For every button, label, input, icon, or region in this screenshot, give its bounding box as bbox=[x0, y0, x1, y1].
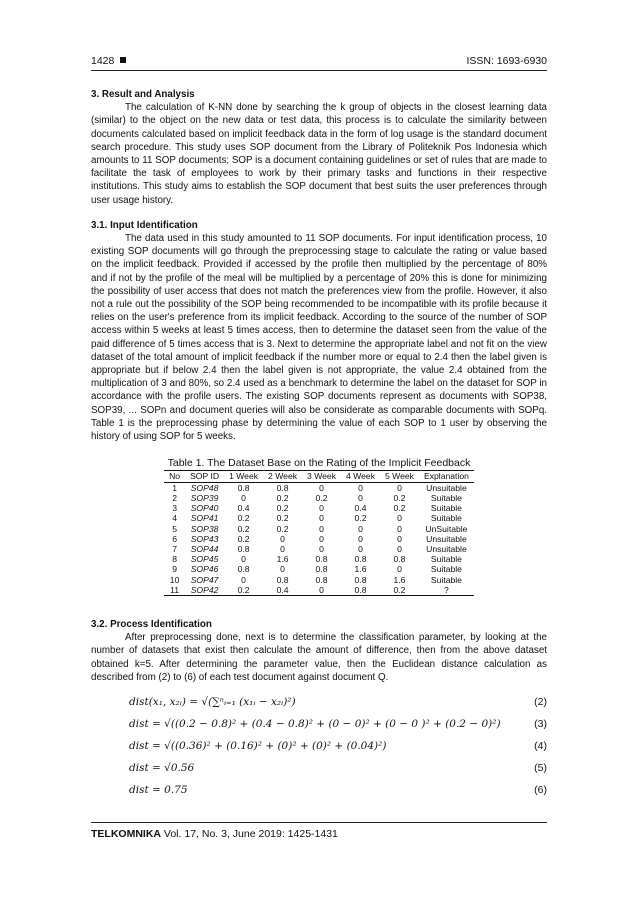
equation-row bbox=[91, 736, 547, 758]
table-cell: 0 bbox=[397, 533, 402, 544]
table-cell: Suitable bbox=[430, 492, 462, 503]
table-cell: 9 bbox=[172, 564, 177, 575]
table-cell: 0.2 bbox=[393, 492, 406, 503]
table-cell: 0 bbox=[319, 543, 324, 554]
table-row bbox=[164, 564, 474, 574]
table-cell: SOP42 bbox=[185, 585, 224, 596]
table-cell: 6 bbox=[172, 533, 177, 544]
equation: dist(x₁, x₂ᵢ) = √(∑ⁿᵢ₌₁ (x₁ᵢ − x₂ᵢ)²) bbox=[129, 695, 296, 708]
table-cell: 5 bbox=[172, 523, 177, 534]
table-cell: 0 bbox=[280, 543, 285, 554]
table-row bbox=[164, 524, 474, 534]
table-cell: 0.8 bbox=[393, 554, 406, 565]
table-cell: Unsuitable bbox=[426, 482, 467, 493]
table-cell: 0 bbox=[397, 564, 402, 575]
table-cell: 0 bbox=[280, 564, 285, 575]
section-heading: 3.2. Process Identification bbox=[91, 618, 212, 630]
table-cell: 0 bbox=[358, 523, 363, 534]
table-cell: 0.8 bbox=[315, 564, 328, 575]
table-cell: 0.2 bbox=[276, 523, 289, 534]
table-cell: 0 bbox=[358, 533, 363, 544]
table-cell: 0 bbox=[241, 554, 246, 565]
journal-name: TELKOMNIKA bbox=[91, 828, 161, 840]
column-header: 5 Week bbox=[380, 471, 419, 482]
table-cell: SOP43 bbox=[190, 533, 219, 544]
table-cell: SOP46 bbox=[190, 564, 219, 575]
equation-number: (4) bbox=[534, 739, 547, 752]
column-header: SOP ID bbox=[185, 471, 224, 482]
table-cell: 0.8 bbox=[276, 482, 289, 493]
equation-number: (2) bbox=[534, 695, 547, 708]
paragraph: The data used in this study amounted to 11 SOP documents. For input identification process, 10 existing SOP documents will go through the preprocessing stage to calculate the rating or value based on the implicit feedback. Provided if accessed by the profile then multiplied by the percentage of 80% and if not by the profile of the meal will be multiplied by a percentage of 20% this is done for minimizing the possibility of user access that does not match the preferences view from the profile. However, it also not a rule out the possibility of the SOP being recommended to be incompatible with its profile because it relies on the user's preference from its implicit feedback. According to the source of the number of SOP access within 5 weeks at least 5 times access, then to determine the dataset seen from the value of the paid difference of 5 times access that is 3. Next to determine the appropriate label and not fit on the view dataset of the total amount of implicit feedback if the number more or equal to 2.4 then the label given is appropriate but if below 2.4 then the label given is not appropriate, the value 2.4 obtained from the multiplication of 3 and 80%, so 2.4 used as a benchmark to determine the label on the dataset for SOP in accordance with the profile users. The existing SOP documents represent as documents with SOP38, SOP39, ... SOPn and document queries will also be considerate as comparable documents with SOPq. Table 1 is the preprocessing phase by determining the value of each SOP to 1 user by observing the history of using SOP for 5 weeks. bbox=[91, 233, 547, 443]
table-cell: SOP39 bbox=[190, 492, 219, 503]
table-cell: 0 bbox=[319, 503, 324, 514]
table-cell: 0 bbox=[319, 482, 324, 493]
table-cell: 0.8 bbox=[237, 564, 250, 575]
table-cell: 0.2 bbox=[276, 503, 289, 514]
running-footer bbox=[91, 828, 547, 840]
table-row bbox=[164, 482, 474, 493]
table-cell: 0.2 bbox=[354, 513, 367, 524]
table-cell: Suitable bbox=[430, 574, 462, 585]
section-heading: 3. Result and Analysis bbox=[91, 89, 195, 100]
equations bbox=[91, 692, 547, 802]
table-row bbox=[164, 544, 474, 554]
table-cell: SOP45 bbox=[190, 554, 219, 565]
table-cell: 0.4 bbox=[354, 503, 367, 514]
table-cell: UnSuitable bbox=[425, 523, 468, 534]
table-caption: Table 1. The Dataset Base on the Rating of the Implicit Feedback bbox=[167, 457, 471, 470]
column-header: No bbox=[164, 471, 185, 482]
table-cell: 0.2 bbox=[237, 513, 250, 524]
table-cell: ? bbox=[419, 585, 474, 596]
table-cell: 0.4 bbox=[263, 585, 302, 596]
table-cell: 8 bbox=[172, 554, 177, 565]
column-header: 1 Week bbox=[224, 471, 263, 482]
table-header-row bbox=[164, 471, 474, 482]
table-cell: 4 bbox=[172, 513, 177, 524]
table-cell: 0 bbox=[319, 523, 324, 534]
table-cell: SOP48 bbox=[190, 482, 219, 493]
table-cell: 0.2 bbox=[380, 585, 419, 596]
header-rule bbox=[91, 70, 547, 71]
table-cell: 0.2 bbox=[315, 492, 328, 503]
table-row bbox=[164, 554, 474, 564]
table-cell: 0.8 bbox=[341, 585, 380, 596]
table-cell: 0 bbox=[397, 513, 402, 524]
table-cell: SOP44 bbox=[190, 543, 219, 554]
table-cell: 10 bbox=[169, 574, 180, 585]
table-cell: 0 bbox=[302, 585, 341, 596]
table-cell: Unsuitable bbox=[426, 533, 467, 544]
table-cell: 0 bbox=[280, 533, 285, 544]
table-cell: 0 bbox=[241, 492, 246, 503]
footer-rule bbox=[91, 822, 547, 823]
table-cell: 0.2 bbox=[393, 503, 406, 514]
table-cell: 0 bbox=[319, 533, 324, 544]
table-cell: 1 bbox=[172, 482, 177, 493]
equation-number: (5) bbox=[534, 761, 547, 774]
running-header bbox=[91, 55, 547, 67]
table-cell: Suitable bbox=[430, 564, 462, 575]
table-row bbox=[164, 513, 474, 523]
table-cell: 0 bbox=[358, 482, 363, 493]
table-cell: 0.8 bbox=[354, 554, 367, 565]
table-cell: Unsuitable bbox=[426, 543, 467, 554]
paragraph: After preprocessing done, next is to determine the classification parameter, by looking at the number of datasets that exist then calculate the amount of difference, then from the above dataset obtained k=5. After determining the parameter value, then the Euclidean distance calculation as described from (2) to (6) of each test document against document Q. bbox=[91, 632, 547, 683]
table-cell: 0 bbox=[358, 492, 363, 503]
section-heading: 3.1. Input Identification bbox=[91, 219, 198, 231]
table-cell: 0 bbox=[241, 574, 246, 585]
equation-row bbox=[91, 758, 547, 780]
square-bullet-icon bbox=[120, 57, 126, 63]
table-cell: 7 bbox=[172, 543, 177, 554]
table-cell: Suitable bbox=[430, 513, 462, 524]
table-cell: 0.8 bbox=[315, 554, 328, 565]
table-row bbox=[164, 534, 474, 544]
table-cell: SOP38 bbox=[190, 523, 219, 534]
main-content bbox=[91, 88, 547, 802]
table-cell: SOP40 bbox=[190, 503, 219, 514]
table-cell: 0.2 bbox=[237, 523, 250, 534]
equation-number: (3) bbox=[534, 717, 547, 730]
table-cell: 0.8 bbox=[237, 543, 250, 554]
table-cell: 0 bbox=[319, 513, 324, 524]
table-cell: 0.2 bbox=[276, 513, 289, 524]
equation: dist = √((0.36)² + (0.16)² + (0)² + (0)² + (0.04)²) bbox=[129, 739, 387, 752]
table-cell: 2 bbox=[172, 492, 177, 503]
table-row bbox=[164, 493, 474, 503]
table-cell: 0.2 bbox=[224, 585, 263, 596]
table-cell: 11 bbox=[164, 585, 185, 596]
citation: Vol. 17, No. 3, June 2019: 1425-1431 bbox=[163, 828, 338, 840]
table-cell: 0.8 bbox=[237, 482, 250, 493]
equation-row bbox=[91, 692, 547, 714]
table-row bbox=[164, 503, 474, 513]
page-number: 1428 bbox=[91, 55, 126, 67]
paragraph: The calculation of K-NN done by searching the k group of objects in the closest learning data (similar) to the object on the new data or test data, this process is to calculate the similarity between documents calculated based on implicit feedback data in the form of log usage is the standard document search procedure. This study uses SOP document from the Library of Politeknik Pos Indonesia which amounts to 11 SOP documents; SOP is a document containing guidelines or set of rules that are made to facilitate the task of employees to work by their primary tasks and functions in their respective institutions. This study aims to establish the SOP document that best suits the user preferences through user usage history. bbox=[91, 102, 547, 206]
table-cell: 0 bbox=[397, 482, 402, 493]
table-cell: Suitable bbox=[430, 503, 462, 514]
table-cell: 0 bbox=[397, 523, 402, 534]
table-cell: SOP47 bbox=[190, 574, 219, 585]
column-header: Explanation bbox=[419, 471, 474, 482]
table-cell: 0.4 bbox=[237, 503, 250, 514]
table-cell: Suitable bbox=[430, 554, 462, 565]
issn: ISSN: 1693-6930 bbox=[466, 55, 547, 67]
table-cell: 0.8 bbox=[354, 574, 367, 585]
table-cell: 0.8 bbox=[276, 574, 289, 585]
equation: dist = 0.75 bbox=[129, 783, 188, 796]
table-cell: SOP41 bbox=[190, 513, 219, 524]
column-header: 4 Week bbox=[341, 471, 380, 482]
table-cell: 1.6 bbox=[393, 574, 406, 585]
table-cell: 0 bbox=[358, 543, 363, 554]
table-cell: 0.2 bbox=[237, 533, 250, 544]
dataset-table bbox=[164, 470, 474, 595]
table-cell: 0.2 bbox=[276, 492, 289, 503]
table-cell: 0.8 bbox=[315, 574, 328, 585]
table-row bbox=[164, 575, 474, 585]
column-header: 3 Week bbox=[302, 471, 341, 482]
equation-row bbox=[91, 780, 547, 802]
equation: dist = √0.56 bbox=[129, 761, 195, 774]
equation-row bbox=[91, 714, 547, 736]
equation-number: (6) bbox=[534, 783, 547, 796]
table-row bbox=[164, 585, 474, 596]
table-cell: 0 bbox=[397, 543, 402, 554]
column-header: 2 Week bbox=[263, 471, 302, 482]
table-cell: 1.6 bbox=[276, 554, 289, 565]
equation: dist = √((0.2 − 0.8)² + (0.4 − 0.8)² + (0 − 0)² + (0 − 0 )² + (0.2 − 0)²) bbox=[129, 717, 501, 730]
table-cell: 1.6 bbox=[354, 564, 367, 575]
table-cell: 3 bbox=[172, 503, 177, 514]
